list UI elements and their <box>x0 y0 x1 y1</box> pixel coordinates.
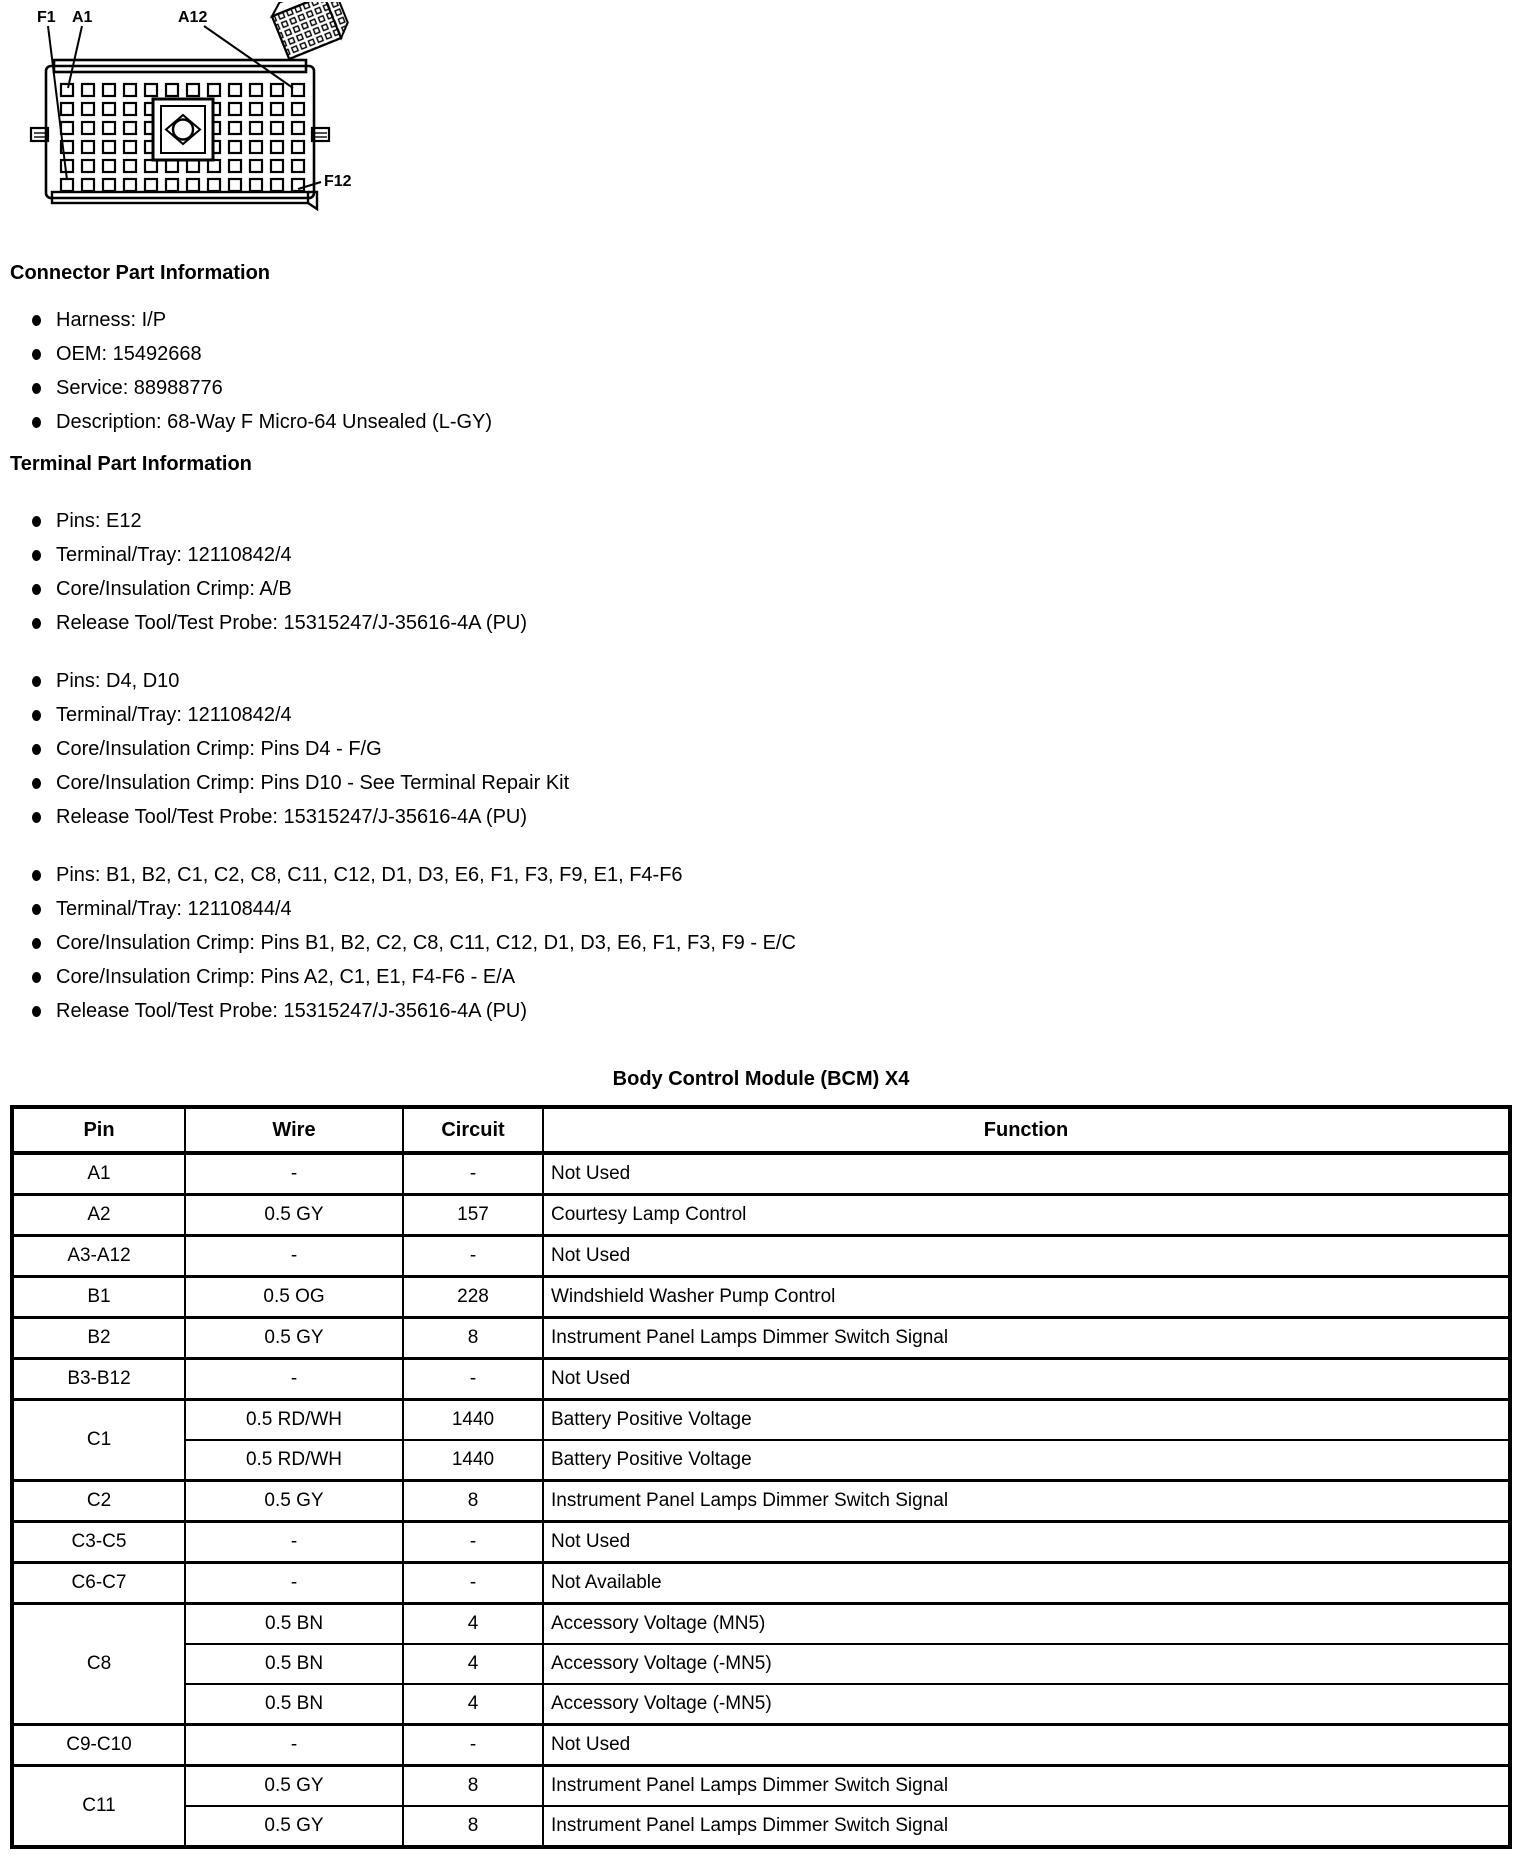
pin-cavity <box>187 160 199 172</box>
center-latch <box>153 99 213 160</box>
pin-cavity <box>145 160 157 172</box>
pin-cavity <box>292 141 304 153</box>
pin-cavity <box>103 122 115 134</box>
pin-cell: C2 <box>12 1481 185 1522</box>
function-cell: Not Available <box>543 1563 1510 1604</box>
function-cell: Not Used <box>543 1725 1510 1766</box>
bullet-item: Terminal/Tray: 12110842/4 <box>10 538 1512 572</box>
connector-3d-icon <box>268 2 352 59</box>
pin-cell: A3-A12 <box>12 1236 185 1277</box>
wire-cell: 0.5 RD/WH <box>185 1400 403 1441</box>
table-row <box>12 1604 1510 1645</box>
pin-cell: B2 <box>12 1318 185 1359</box>
wire-cell: 0.5 GY <box>185 1195 403 1236</box>
table-title: Body Control Module (BCM) X4 <box>612 1068 910 1090</box>
table-row <box>12 1359 1510 1400</box>
function-cell: Windshield Washer Pump Control <box>543 1277 1510 1318</box>
label-f12: F12 <box>324 173 352 190</box>
header-wire: Wire <box>185 1107 403 1153</box>
pin-cavity <box>145 84 157 96</box>
bullet-item: Release Tool/Test Probe: 15315247/J-35616-4A (PU) <box>10 800 1512 834</box>
table-row <box>12 1236 1510 1277</box>
table-row <box>12 1806 1510 1847</box>
circuit-cell: 1440 <box>403 1440 543 1481</box>
bullet-item: Release Tool/Test Probe: 15315247/J-35616-4A (PU) <box>10 994 1512 1028</box>
pin-cavity <box>124 179 136 191</box>
terminal-info-list-2 <box>10 664 1512 834</box>
bullet-item: Terminal/Tray: 12110842/4 <box>10 698 1512 732</box>
pin-cavity <box>292 103 304 115</box>
label-a1: A1 <box>72 9 93 26</box>
pin-cavity <box>124 103 136 115</box>
connector-face-diagram-icon <box>10 2 390 216</box>
function-cell: Not Used <box>543 1359 1510 1400</box>
table-row <box>12 1766 1510 1807</box>
pin-cavity <box>208 84 220 96</box>
pin-cavity <box>208 160 220 172</box>
circuit-cell: 4 <box>403 1684 543 1725</box>
table-row <box>12 1400 1510 1441</box>
pin-cavity <box>229 179 241 191</box>
circuit-cell: 4 <box>403 1604 543 1645</box>
pin-cavity <box>271 179 283 191</box>
pin-cell: C9-C10 <box>12 1725 185 1766</box>
connector-info-list <box>10 303 1512 439</box>
function-cell: Not Used <box>543 1522 1510 1563</box>
pin-cavity <box>229 103 241 115</box>
wire-cell: - <box>185 1359 403 1400</box>
function-cell: Courtesy Lamp Control <box>543 1195 1510 1236</box>
circuit-cell: - <box>403 1522 543 1563</box>
table-row <box>12 1153 1510 1195</box>
wire-cell: 0.5 GY <box>185 1766 403 1807</box>
pin-cavity <box>271 122 283 134</box>
header-function: Function <box>543 1107 1510 1153</box>
pin-cavity <box>124 84 136 96</box>
bullet-item: Core/Insulation Crimp: A/B <box>10 572 1512 606</box>
pin-cavity <box>82 141 94 153</box>
function-cell: Accessory Voltage (MN5) <box>543 1604 1510 1645</box>
pin-cavity <box>166 160 178 172</box>
pin-cell: B3-B12 <box>12 1359 185 1400</box>
terminal-info-heading: Terminal Part Information <box>10 453 252 475</box>
function-cell: Instrument Panel Lamps Dimmer Switch Signal <box>543 1806 1510 1847</box>
circuit-cell: 228 <box>403 1277 543 1318</box>
table-row <box>12 1318 1510 1359</box>
pin-cavity <box>187 179 199 191</box>
table-row <box>12 1563 1510 1604</box>
circuit-cell: - <box>403 1725 543 1766</box>
pin-cavity <box>82 103 94 115</box>
bullet-item: Terminal/Tray: 12110844/4 <box>10 892 1512 926</box>
pin-cavity <box>82 122 94 134</box>
pin-cell: C11 <box>12 1766 185 1848</box>
connector-diagram <box>10 2 1512 218</box>
wire-cell: 0.5 GY <box>185 1481 403 1522</box>
pin-cell: A2 <box>12 1195 185 1236</box>
pin-cavity <box>124 160 136 172</box>
pin-cavity <box>166 179 178 191</box>
bullet-item: Description: 68-Way F Micro-64 Unsealed (L-GY) <box>10 405 1512 439</box>
wire-cell: 0.5 BN <box>185 1604 403 1645</box>
pin-cell: C1 <box>12 1400 185 1481</box>
bullet-item: Pins: D4, D10 <box>10 664 1512 698</box>
wire-cell: 0.5 GY <box>185 1806 403 1847</box>
function-cell: Not Used <box>543 1153 1510 1195</box>
pin-cavity <box>250 160 262 172</box>
wire-cell: 0.5 RD/WH <box>185 1440 403 1481</box>
wire-cell: 0.5 BN <box>185 1644 403 1684</box>
pin-cavity <box>250 122 262 134</box>
bullet-item: Core/Insulation Crimp: Pins D4 - F/G <box>10 732 1512 766</box>
function-cell: Battery Positive Voltage <box>543 1400 1510 1441</box>
table-row <box>12 1684 1510 1725</box>
circuit-cell: 8 <box>403 1481 543 1522</box>
pin-cell: C3-C5 <box>12 1522 185 1563</box>
table-row <box>12 1481 1510 1522</box>
circuit-cell: 157 <box>403 1195 543 1236</box>
connector-info-heading: Connector Part Information <box>10 262 271 284</box>
circuit-cell: 4 <box>403 1644 543 1684</box>
pin-cell: A1 <box>12 1153 185 1195</box>
pin-cavity <box>229 160 241 172</box>
pin-cavity <box>61 122 73 134</box>
bullet-item: Pins: E12 <box>10 504 1512 538</box>
bcm-table-body <box>12 1153 1510 1847</box>
function-cell: Accessory Voltage (-MN5) <box>543 1644 1510 1684</box>
circuit-cell: - <box>403 1153 543 1195</box>
pin-cavity <box>229 84 241 96</box>
wire-cell: - <box>185 1153 403 1195</box>
bullet-item: Core/Insulation Crimp: Pins B1, B2, C2, C8, C11, C12, D1, D3, E6, F1, F3, F9 - E/C <box>10 926 1512 960</box>
wire-cell: - <box>185 1522 403 1563</box>
pin-cavity <box>229 141 241 153</box>
pin-cavity <box>208 179 220 191</box>
function-cell: Not Used <box>543 1236 1510 1277</box>
pin-cavity <box>292 179 304 191</box>
bcm-pinout-table <box>10 1105 1512 1849</box>
table-row <box>12 1195 1510 1236</box>
pin-cavity <box>61 179 73 191</box>
pin-cavity <box>145 179 157 191</box>
bullet-item: Service: 88988776 <box>10 371 1512 405</box>
bullet-item: OEM: 15492668 <box>10 337 1512 371</box>
function-cell: Instrument Panel Lamps Dimmer Switch Signal <box>543 1318 1510 1359</box>
wire-cell: - <box>185 1236 403 1277</box>
pin-cavity <box>271 84 283 96</box>
pin-cavity <box>61 160 73 172</box>
pin-cavity <box>292 84 304 96</box>
pin-cavity <box>103 141 115 153</box>
wire-cell: 0.5 GY <box>185 1318 403 1359</box>
pin-cavity <box>103 160 115 172</box>
bullet-item: Pins: B1, B2, C1, C2, C8, C11, C12, D1, D3, E6, F1, F3, F9, E1, F4-F6 <box>10 858 1512 892</box>
table-row <box>12 1522 1510 1563</box>
function-cell: Battery Positive Voltage <box>543 1440 1510 1481</box>
pin-cavity <box>61 84 73 96</box>
circuit-cell: 8 <box>403 1318 543 1359</box>
pin-cavity <box>250 84 262 96</box>
pin-cavity <box>187 84 199 96</box>
function-cell: Instrument Panel Lamps Dimmer Switch Signal <box>543 1481 1510 1522</box>
pin-cavity <box>292 122 304 134</box>
pin-cavity <box>229 122 241 134</box>
header-pin: Pin <box>12 1107 185 1153</box>
pin-cell: B1 <box>12 1277 185 1318</box>
pin-cavity <box>166 84 178 96</box>
pin-cavity <box>82 84 94 96</box>
table-row <box>12 1644 1510 1684</box>
wire-cell: - <box>185 1725 403 1766</box>
pin-cavity <box>103 103 115 115</box>
wire-cell: 0.5 BN <box>185 1684 403 1725</box>
terminal-info-list-1 <box>10 504 1512 640</box>
pin-cavity <box>250 103 262 115</box>
terminal-info-list-3 <box>10 858 1512 1028</box>
circuit-cell: 1440 <box>403 1400 543 1441</box>
bullet-item: Harness: I/P <box>10 303 1512 337</box>
pin-cavity <box>103 179 115 191</box>
function-cell: Instrument Panel Lamps Dimmer Switch Signal <box>543 1766 1510 1807</box>
circuit-cell: - <box>403 1563 543 1604</box>
pin-cavity <box>103 84 115 96</box>
pin-cavity <box>250 141 262 153</box>
circuit-cell: 8 <box>403 1766 543 1807</box>
table-row <box>12 1277 1510 1318</box>
label-f1: F1 <box>37 9 56 26</box>
table-row <box>12 1440 1510 1481</box>
table-row <box>12 1725 1510 1766</box>
pin-cavity <box>271 160 283 172</box>
pin-cavity <box>271 103 283 115</box>
pin-cavity <box>292 160 304 172</box>
pin-cell: C6-C7 <box>12 1563 185 1604</box>
table-header <box>12 1107 1510 1153</box>
pin-cavity <box>250 179 262 191</box>
wire-cell: 0.5 OG <box>185 1277 403 1318</box>
pin-cavity <box>124 141 136 153</box>
circuit-cell: - <box>403 1359 543 1400</box>
pin-cavity <box>61 103 73 115</box>
pin-cavity <box>124 122 136 134</box>
pin-cell: C8 <box>12 1604 185 1725</box>
bullet-item: Core/Insulation Crimp: Pins A2, C1, E1, F4-F6 - E/A <box>10 960 1512 994</box>
pin-cavity <box>82 160 94 172</box>
circuit-cell: - <box>403 1236 543 1277</box>
wire-cell: - <box>185 1563 403 1604</box>
function-cell: Accessory Voltage (-MN5) <box>543 1684 1510 1725</box>
label-a12: A12 <box>178 9 208 26</box>
pin-cavity <box>82 179 94 191</box>
circuit-cell: 8 <box>403 1806 543 1847</box>
header-circuit: Circuit <box>403 1107 543 1153</box>
bullet-item: Core/Insulation Crimp: Pins D10 - See Terminal Repair Kit <box>10 766 1512 800</box>
pin-cavity <box>271 141 283 153</box>
bullet-item: Release Tool/Test Probe: 15315247/J-35616-4A (PU) <box>10 606 1512 640</box>
